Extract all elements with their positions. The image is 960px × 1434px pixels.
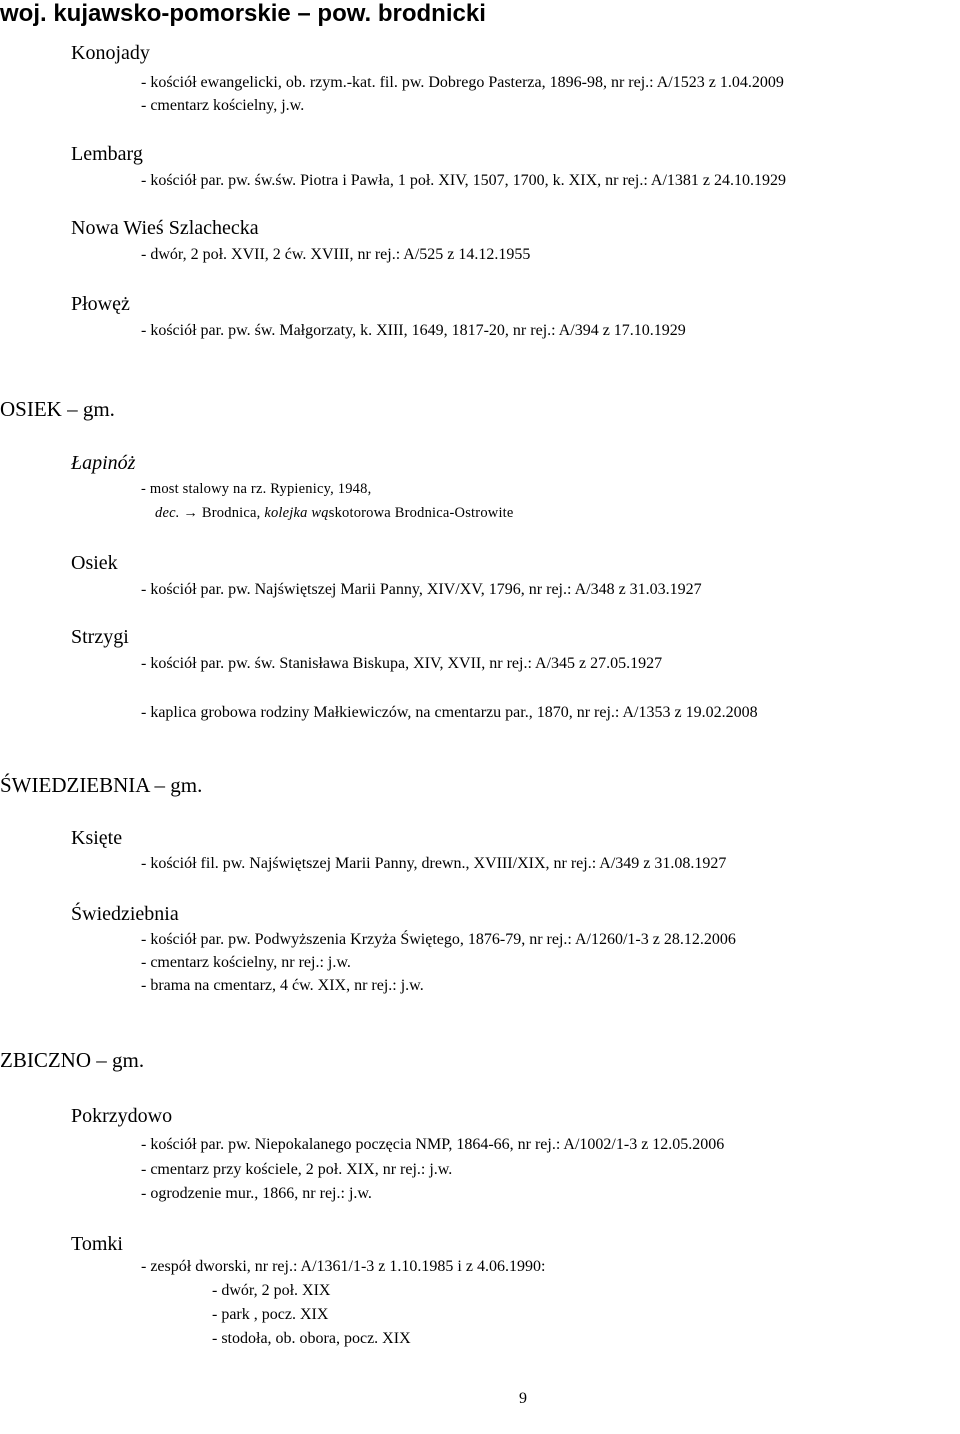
entry-tomki-park: - park , pocz. XIX <box>212 1306 329 1323</box>
page-number: 9 <box>519 1390 527 1407</box>
entry-lapinoz-rest: skotorowa Brodnica-Ostrowite <box>328 505 514 521</box>
entry-lapinoz-railway <box>155 504 514 523</box>
locality-konojady: Konojady <box>71 42 150 64</box>
entry-tomki-manor: - dwór, 2 poł. XIX <box>212 1282 331 1299</box>
entry-nowa-wies-manor: - dwór, 2 poł. XVII, 2 ćw. XVIII, nr rej.: A/525 z 14.12.1955 <box>141 246 531 263</box>
entry-plowez-church: - kościół par. pw. św. Małgorzaty, k. XIII, 1649, 1817-20, nr rej.: A/394 z 17.10.1929 <box>141 322 686 339</box>
locality-plowez: Płowęż <box>71 293 130 315</box>
entry-pokrzydowo-church: - kościół par. pw. Niepokalanego poczęcia NMP, 1864-66, nr rej.: A/1002/1-3 z 12.05.2006 <box>141 1136 725 1153</box>
entry-strzygi-church: - kościół par. pw. św. Stanisława Biskupa, XIV, XVII, nr rej.: A/345 z 27.05.1927 <box>141 655 663 672</box>
locality-strzygi: Strzygi <box>71 626 129 648</box>
entry-tomki-complex: - zespół dworski, nr rej.: A/1361/1-3 z 1.10.1985 i z 4.06.1990: <box>141 1258 546 1275</box>
gmina-osiek-heading: OSIEK – gm. <box>0 397 115 421</box>
arrow-right-icon: → <box>183 505 199 521</box>
entry-lapinoz-dec: dec. <box>155 505 180 521</box>
entry-pokrzydowo-fence: - ogrodzenie mur., 1866, nr rej.: j.w. <box>141 1185 372 1202</box>
locality-tomki: Tomki <box>71 1233 123 1255</box>
entry-lapinoz-kolejka: kolejka wą <box>264 505 329 521</box>
locality-pokrzydowo: Pokrzydowo <box>71 1105 173 1127</box>
page-header: woj. kujawsko-pomorskie – pow. brodnicki <box>0 0 486 27</box>
entry-swiedziebnia-cemetery: - cmentarz kościelny, nr rej.: j.w. <box>141 954 351 971</box>
entry-osiek-church: - kościół par. pw. Najświętszej Marii Panny, XIV/XV, 1796, nr rej.: A/348 z 31.03.1927 <box>141 581 702 598</box>
locality-ksiete: Księte <box>71 827 123 849</box>
entry-konojady-cemetery: - cmentarz kościelny, j.w. <box>141 97 305 114</box>
entry-lapinoz-brodnica: Brodnica, <box>201 505 261 521</box>
locality-lapinoz: Łapinóż <box>71 452 136 474</box>
entry-swiedziebnia-gate: - brama na cmentarz, 4 ćw. XIX, nr rej.: j.w. <box>141 977 424 994</box>
entry-ksiete-church: - kościół fil. pw. Najświętszej Marii Panny, drewn., XVIII/XIX, nr rej.: A/349 z 31.08.1927 <box>141 855 727 872</box>
locality-swiedziebnia: Świedziebnia <box>71 903 179 925</box>
locality-nowa-wies-szlachecka: Nowa Wieś Szlachecka <box>71 217 259 239</box>
locality-lembarg: Lembarg <box>71 143 143 165</box>
entry-swiedziebnia-church: - kościół par. pw. Podwyższenia Krzyża Świętego, 1876-79, nr rej.: A/1260/1-3 z 28.12.2006 <box>141 931 736 948</box>
locality-osiek: Osiek <box>71 552 118 574</box>
gmina-swiedziebnia-heading: ŚWIEDZIEBNIA – gm. <box>0 773 203 797</box>
entry-konojady-church: - kościół ewangelicki, ob. rzym.-kat. fil. pw. Dobrego Pasterza, 1896-98, nr rej.: A/1523 z 1.04.2009 <box>141 74 784 91</box>
entry-strzygi-chapel: - kaplica grobowa rodziny Małkiewiczów, na cmentarzu par., 1870, nr rej.: A/1353 z 19.02.2008 <box>141 704 758 721</box>
entry-pokrzydowo-cemetery: - cmentarz przy kościele, 2 poł. XIX, nr rej.: j.w. <box>141 1161 453 1178</box>
entry-lapinoz-bridge: - most stalowy na rz. Rypienicy, 1948, <box>141 481 372 497</box>
gmina-zbiczno-heading: ZBICZNO – gm. <box>0 1048 145 1072</box>
entry-tomki-barn: - stodoła, ob. obora, pocz. XIX <box>212 1330 411 1347</box>
entry-lembarg-church: - kościół par. pw. św.św. Piotra i Pawła, 1 poł. XIV, 1507, 1700, k. XIX, nr rej.: A/1381 z 24.10.1929 <box>141 172 786 189</box>
